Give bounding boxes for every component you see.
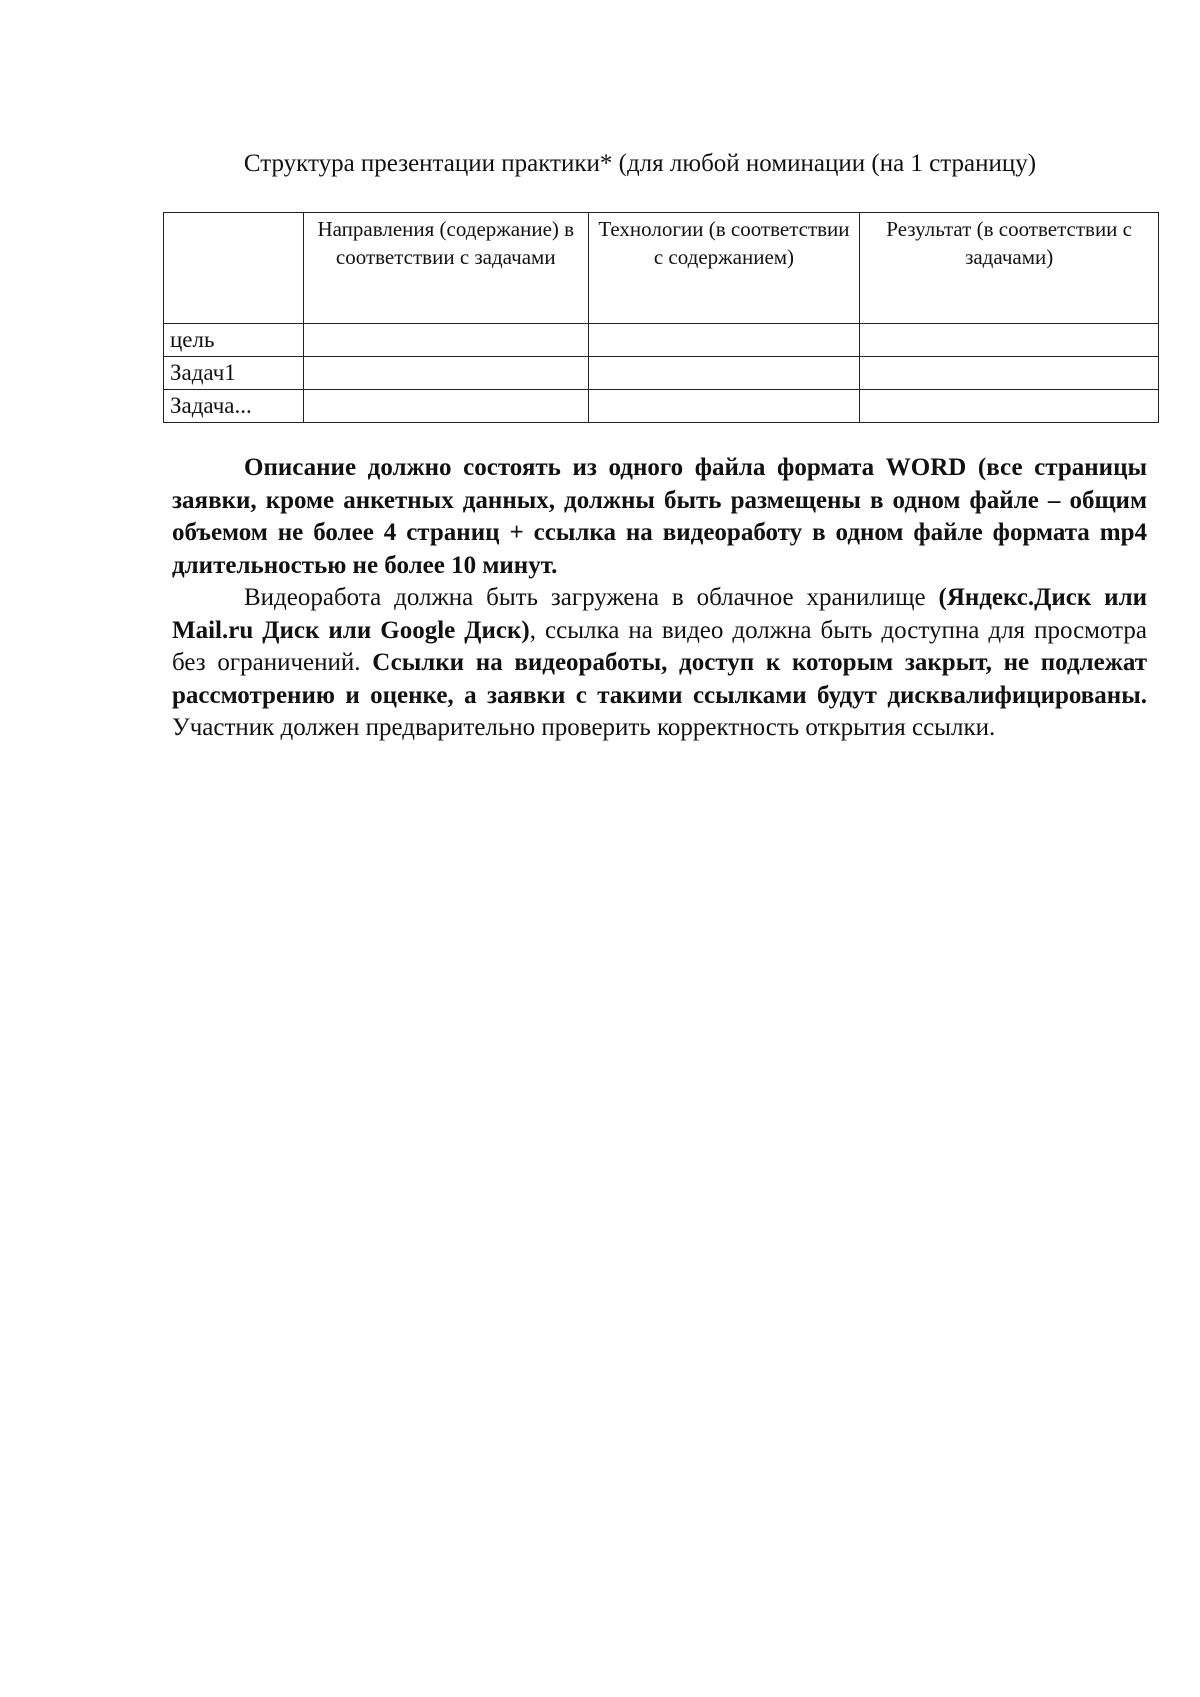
table-header-row <box>164 213 1159 324</box>
table-cell <box>303 357 588 390</box>
table-header-empty <box>164 213 304 324</box>
paragraph2-text-3: Участник должен предварительно проверить корректность открытия ссылки. <box>172 714 996 741</box>
paragraph2-cloud-services: (Яндекс.Диск или Mail.ru Диск или Google Диск) <box>172 584 1148 644</box>
table-cell <box>588 324 860 357</box>
table-header-directions: Направления (содержание) в соответствии с задачами <box>303 213 588 324</box>
table-cell <box>860 324 1159 357</box>
paragraph-description-requirements <box>172 452 1147 582</box>
paragraph2-disqualification-warning: Ссылки на видеоработы, доступ к которым закрыт, не подлежат рассмотрению и оценке, а заявки с такими ссылками будут дисквалифицированы. <box>172 649 1147 709</box>
paragraph2-text-1: Видеоработа должна быть загружена в облачное хранилище <box>244 584 939 611</box>
document-title: Структура презентации практики* (для любой номинации (на 1 страницу) <box>243 150 1037 177</box>
paragraph1-bold-text: Описание должно состоять из одного файла формата WORD (все страницы заявки, кроме анкетных данных, должны быть размещены в одном файле – общим объемом не более 4 страниц + ссылка на видеоработу в одном файле формата mp4 длительностью не более 10 минут. <box>172 454 1147 579</box>
table-row <box>164 324 1159 357</box>
table-header-technologies: Технологии (в соответствии с содержанием) <box>588 213 860 324</box>
table-header-result: Результат (в соответствии с задачами) <box>860 213 1159 324</box>
table-cell <box>860 390 1159 423</box>
table-cell <box>860 357 1159 390</box>
structure-table <box>163 212 1159 423</box>
table-cell-row-label: цель <box>164 324 304 357</box>
table-cell <box>588 390 860 423</box>
body-text <box>172 452 1147 745</box>
table-cell-row-label: Задач1 <box>164 357 304 390</box>
table-row <box>164 357 1159 390</box>
table-cell-row-label: Задача... <box>164 390 304 423</box>
table-cell <box>588 357 860 390</box>
table-cell <box>303 324 588 357</box>
paragraph2-text-2: , ссылка на видео должна быть доступна для просмотра без ограничений. <box>172 616 1147 676</box>
table-cell <box>303 390 588 423</box>
paragraph-video-requirements <box>172 582 1147 745</box>
table-row <box>164 390 1159 423</box>
